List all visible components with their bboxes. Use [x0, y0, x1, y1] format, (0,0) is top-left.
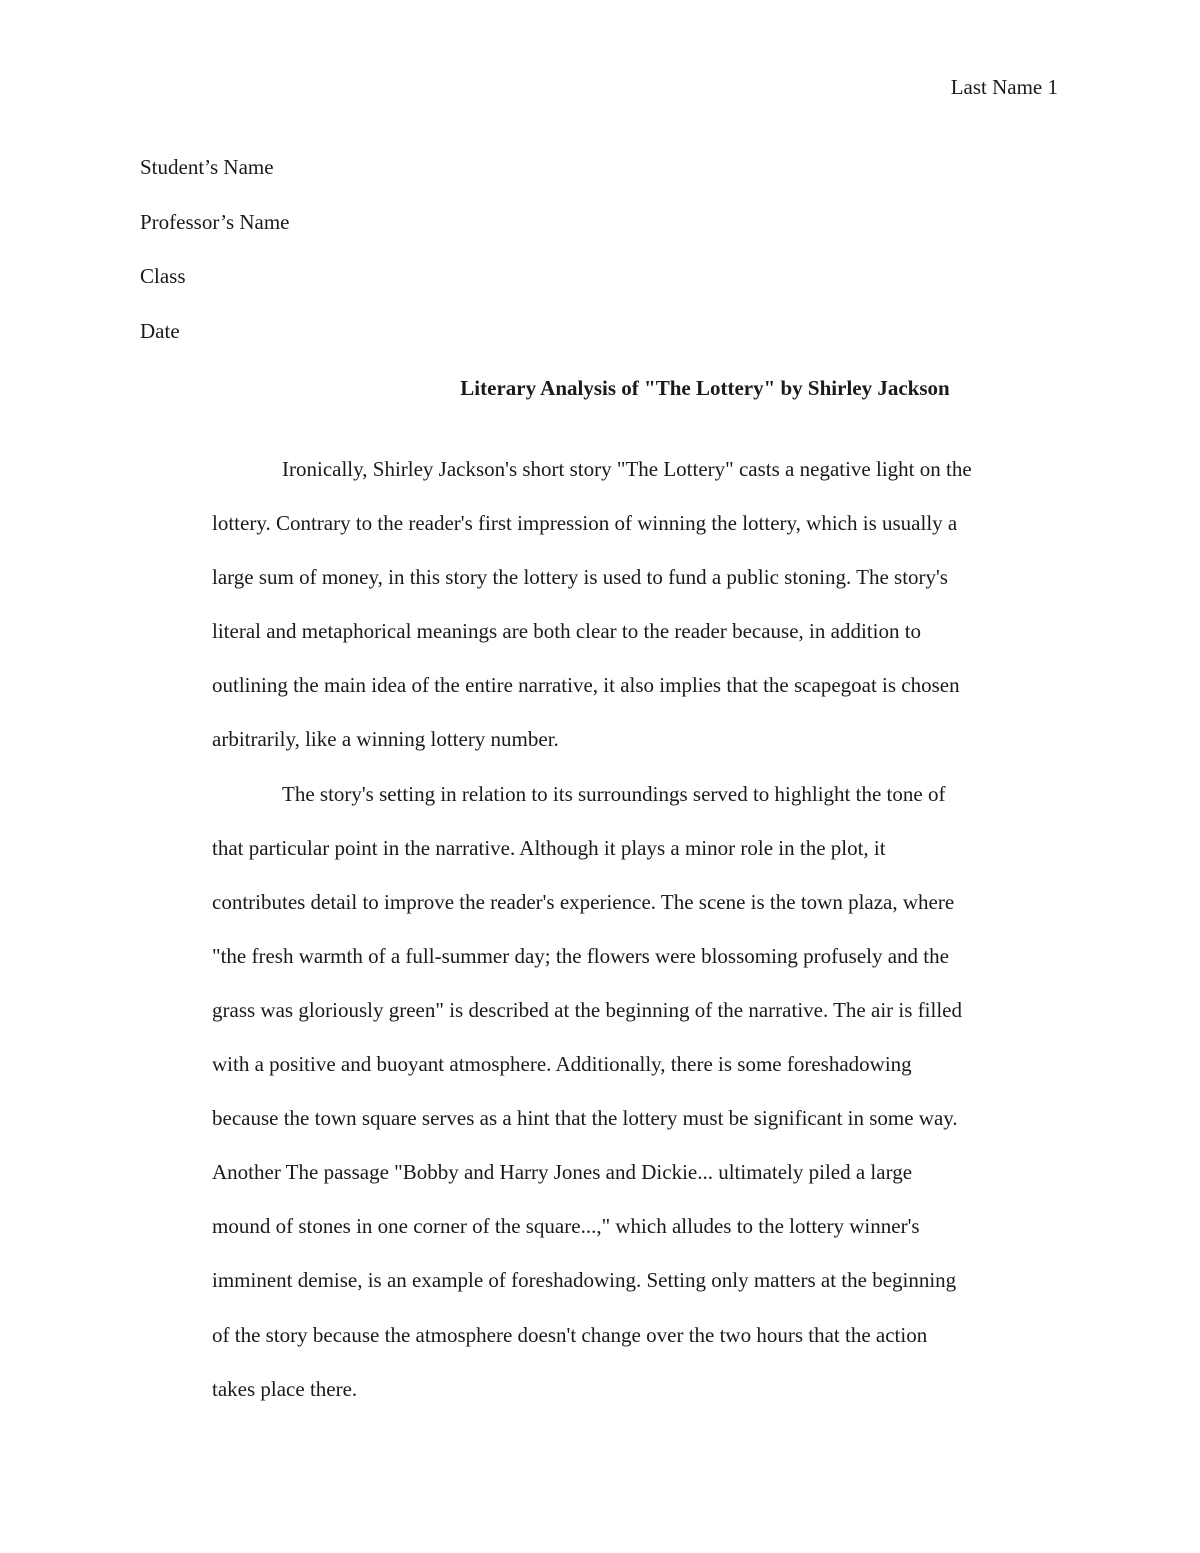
mla-heading [140, 140, 1060, 358]
class-name: Class [140, 264, 186, 288]
paragraph-line: The story's setting in relation to its surroundings served to highlight the tone of [282, 781, 946, 806]
paragraph-line: because the town square serves as a hint that the lottery must be significant in some way. [212, 1106, 958, 1131]
paragraph-line: with a positive and buoyant atmosphere. Additionally, there is some foreshadowing [212, 1052, 912, 1077]
paragraph-line: lottery. Contrary to the reader's first impression of winning the lottery, which is usually a [212, 511, 958, 536]
paragraph-1 [212, 442, 1062, 767]
paragraph-line: imminent demise, is an example of foreshadowing. Setting only matters at the beginning [212, 1268, 957, 1293]
paragraph-line: large sum of money, in this story the lottery is used to fund a public stoning. The story's [212, 565, 948, 590]
paragraph-line: grass was gloriously green" is described at the beginning of the narrative. The air is filled [212, 997, 962, 1022]
paragraph-line: Another The passage "Bobby and Harry Jones and Dickie... ultimately piled a large [212, 1160, 913, 1185]
date: Date [140, 318, 180, 343]
paragraph-line: contributes detail to improve the reader's experience. The scene is the town plaza, where [212, 889, 955, 914]
paragraph-line: mound of stones in one corner of the square...," which alludes to the lottery winner's [212, 1214, 920, 1239]
paragraph-2 [212, 767, 1062, 1416]
paragraph-line: "the fresh warmth of a full-summer day; the flowers were blossoming profusely and the [212, 943, 949, 968]
professor-name: Professor’s Name [140, 209, 290, 234]
paragraph-line: outlining the main idea of the entire narrative, it also implies that the scapegoat is chosen [212, 673, 960, 698]
paragraph-line: arbitrarily, like a winning lottery number. [212, 727, 559, 752]
paragraph-line: that particular point in the narrative. Although it plays a minor role in the plot, it [212, 835, 886, 860]
paragraph-line: Ironically, Shirley Jackson's short story "The Lottery" casts a negative light on the [282, 457, 972, 481]
paragraph-line: literal and metaphorical meanings are both clear to the reader because, in addition to [212, 619, 922, 644]
paragraph-line: of the story because the atmosphere doesn't change over the two hours that the action [212, 1322, 928, 1347]
essay-body [212, 442, 1062, 1416]
running-head: Last Name 1 [950, 75, 1058, 99]
student-name: Student’s Name [140, 155, 274, 179]
paragraph-line: takes place there. [212, 1376, 358, 1401]
essay-title: Literary Analysis of "The Lottery" by Shirley Jackson [460, 376, 950, 400]
